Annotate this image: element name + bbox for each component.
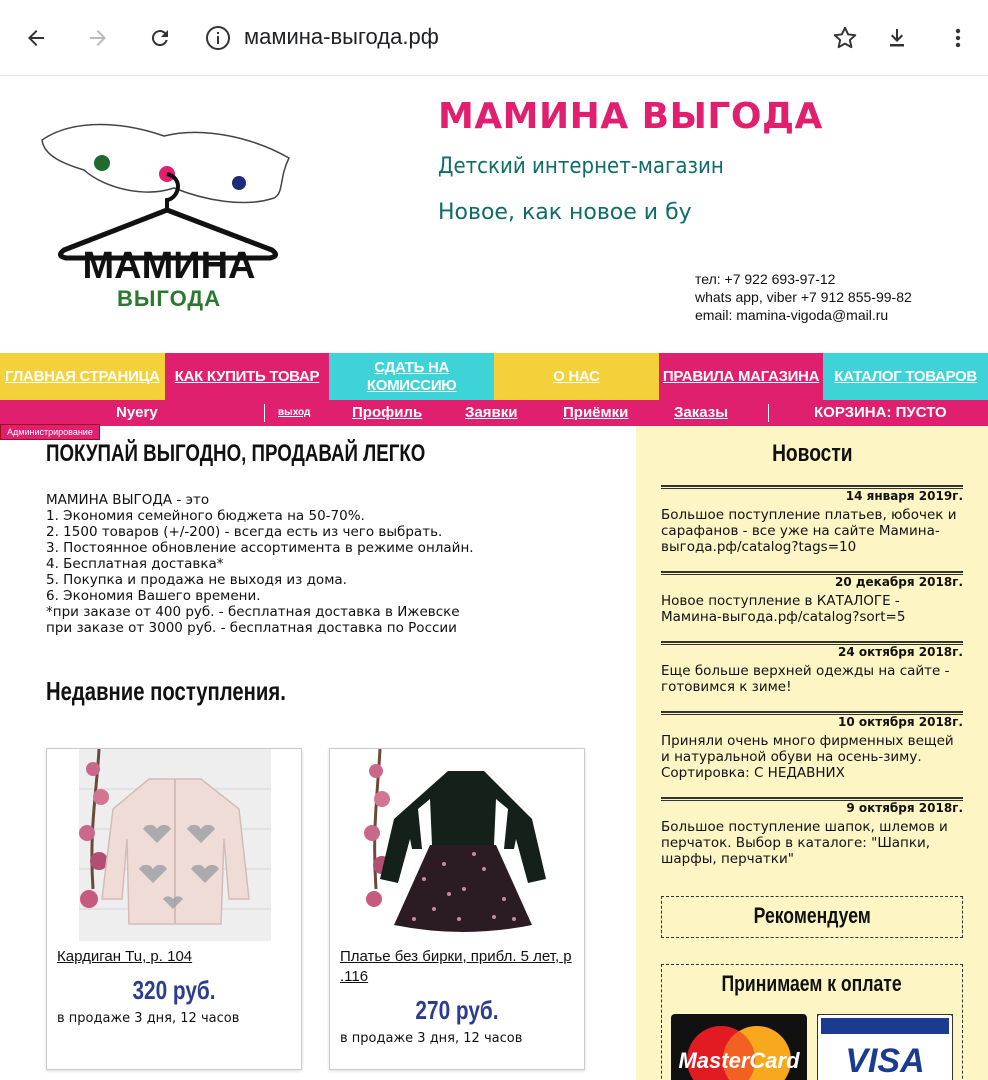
recommended-title-text: Рекомендуем [753, 903, 871, 928]
news-text: Приняли очень много фирменных вещей и натуральной обуви на осень-зиму. Сортировка: С НЕДАВНИХ [661, 733, 954, 781]
nav-how-to-buy[interactable]: КАК КУПИТЬ ТОВАР [165, 353, 330, 400]
tagline-condition: Новое, как новое и бу [438, 200, 692, 225]
site-logo[interactable] [34, 118, 304, 318]
visa-logo [817, 1014, 953, 1080]
orders-link[interactable]: Заказы [674, 404, 729, 421]
news-date: 24 октября 2018г. [837, 645, 963, 659]
product-time-on-sale: в продаже 3 дня, 12 часов [57, 1011, 240, 1026]
nav-catalog[interactable]: КАТАЛОГ ТОВАРОВ [823, 353, 988, 400]
intro-line: при заказе от 3000 руб. - бесплатная доставка по России [46, 620, 457, 636]
intro-line: 2. 1500 товаров (+/-200) - всегда есть из чего выбрать. [46, 524, 443, 540]
admin-link[interactable]: Администрирование [0, 424, 100, 440]
news-date: 14 января 2019г. [845, 489, 963, 503]
payment-title [662, 971, 962, 997]
forward-arrow-icon[interactable] [80, 20, 116, 56]
site-info-icon[interactable] [200, 20, 236, 56]
main-heading: ПОКУПАЙ ВЫГОДНО, ПРОДАВАЙ ЛЕГКО [46, 440, 426, 467]
intro-line: 5. Покупка и продажа не выходя из дома. [46, 572, 347, 588]
contact-whatsapp: whats app, viber +7 912 855-99-82 [695, 289, 912, 305]
separator [768, 404, 769, 422]
product-image[interactable] [364, 749, 556, 941]
contact-email: email: mamina-vigoda@mail.ru [695, 307, 889, 323]
payment-title-text: Принимаем к оплате [721, 971, 903, 996]
recent-heading: Недавние поступления. [46, 676, 286, 706]
site-title: МАМИНА ВЫГОДА [438, 96, 823, 137]
news-title [636, 440, 988, 468]
product-card[interactable] [46, 748, 302, 1070]
contact-phone: тел: +7 922 693-97-12 [695, 271, 836, 287]
logo-text-top: МАМИНА [82, 245, 256, 287]
nav-home[interactable]: ГЛАВНАЯ СТРАНИЦА [0, 353, 165, 400]
news-item [661, 711, 963, 781]
product-price: 270 руб. [415, 995, 499, 1025]
nav-consign[interactable]: СДАТЬ НА КОМИССИЮ [329, 353, 494, 400]
logo-text-bottom: ВЫГОДА [117, 286, 221, 311]
bookmark-star-icon[interactable] [827, 20, 863, 56]
news-item [661, 571, 963, 625]
news-date: 9 октября 2018г. [846, 801, 963, 815]
nav-about[interactable]: О НАС [494, 353, 659, 400]
product-image[interactable] [79, 749, 271, 941]
intro-line: МАМИНА ВЫГОДА - это [46, 492, 210, 508]
intro-text [46, 492, 474, 636]
intro-line: *при заказе от 400 руб. - бесплатная доставка в Ижевске [46, 604, 460, 620]
browser-toolbar [0, 0, 988, 76]
intro-line: 1. Экономия семейного бюджета на 50-70%. [46, 508, 365, 524]
cart-status[interactable]: КОРЗИНА: ПУСТО [814, 404, 947, 421]
product-name[interactable]: Платье без бирки, прибл. 5 лет, р .116 [340, 948, 572, 985]
news-date: 10 октября 2018г. [837, 715, 963, 729]
reload-icon[interactable] [142, 20, 178, 56]
intro-line: 4. Бесплатная доставка* [46, 556, 224, 572]
news-text[interactable]: Большое поступление платьев, юбочек и сарафанов - все уже на сайте Мамина-выгода.рф/catalog?tags=10 [661, 507, 957, 555]
back-arrow-icon[interactable] [18, 20, 54, 56]
recommended-box [661, 896, 963, 938]
logout-link[interactable]: выход [278, 407, 311, 418]
username: Nyery [116, 404, 158, 421]
visa-text: VISA [845, 1042, 925, 1080]
contacts [695, 270, 912, 324]
intro-line: 3. Постоянное обновление ассортимента в режиме онлайн. [46, 540, 474, 556]
news-title-text: Новости [771, 440, 853, 467]
mastercard-logo [671, 1014, 807, 1080]
requests-link[interactable]: Заявки [465, 404, 518, 421]
intro-line: 6. Экономия Вашего времени. [46, 588, 261, 604]
product-price: 320 руб. [132, 975, 216, 1005]
news-item [661, 797, 963, 867]
address-bar[interactable]: мамина-выгода.рф [244, 24, 439, 49]
news-text: Еще больше верхней одежды на сайте - готовимся к зиме! [661, 663, 950, 695]
product-name[interactable]: Кардиган Tu, р. 104 [57, 948, 193, 965]
news-text[interactable]: Новое поступление в КАТАЛОГЕ - Мамина-выгода.рф/catalog?sort=5 [661, 593, 906, 625]
download-icon[interactable] [879, 20, 915, 56]
user-nav [0, 400, 988, 426]
nav-rules[interactable]: ПРАВИЛА МАГАЗИНА [659, 353, 824, 400]
product-card[interactable] [329, 748, 585, 1070]
recommended-title [662, 903, 962, 929]
news-date: 20 декабря 2018г. [834, 575, 963, 589]
main-nav [0, 353, 988, 400]
tagline-store: Детский интернет-магазин [438, 154, 724, 179]
menu-dots-icon[interactable] [940, 20, 976, 56]
news-text: Большое поступление шапок, шлемов и перчаток. Выбор в каталоге: "Шапки, шарфы, перчатки" [661, 819, 948, 867]
mastercard-text: MasterCard [678, 1048, 800, 1073]
news-item [661, 641, 963, 695]
product-time-on-sale: в продаже 3 дня, 12 часов [340, 1031, 523, 1046]
separator [264, 404, 265, 422]
news-item [661, 485, 963, 555]
profile-link[interactable]: Профиль [352, 404, 423, 421]
receptions-link[interactable]: Приёмки [563, 404, 629, 421]
